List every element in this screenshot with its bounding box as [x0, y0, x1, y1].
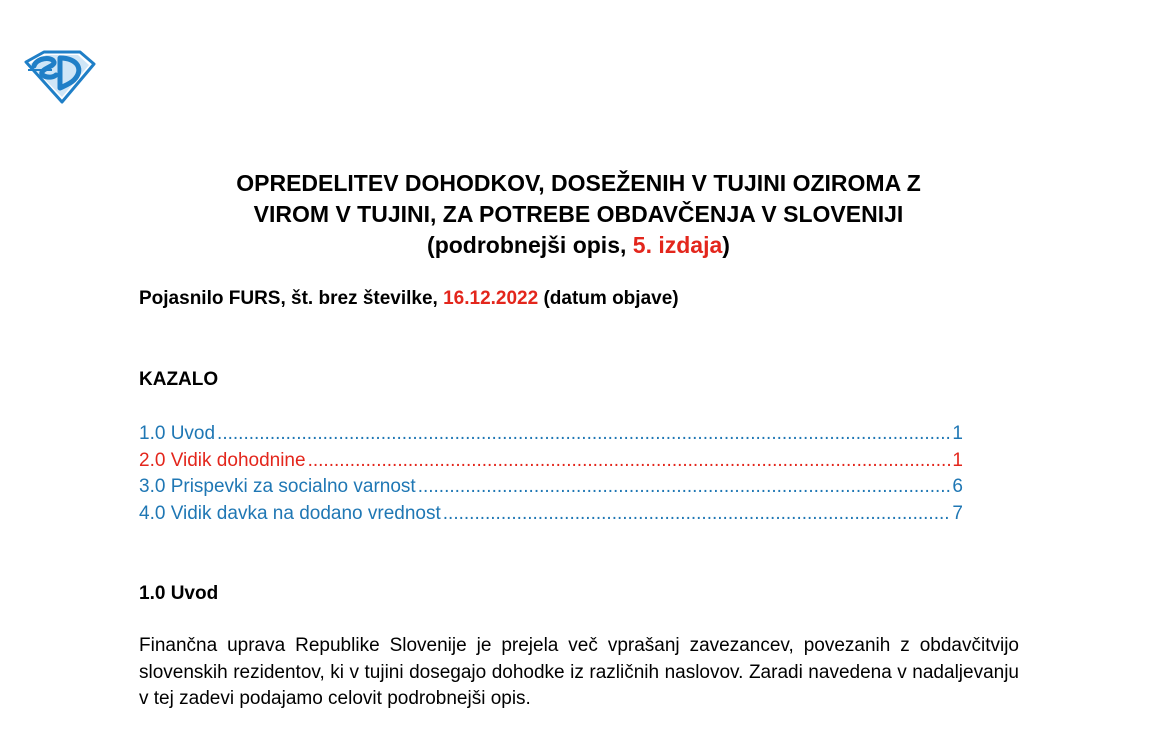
publication-note [139, 287, 679, 311]
section-heading-uvod: 1.0 Uvod [139, 583, 219, 604]
toc-item-page: 1 [952, 449, 963, 471]
toc-item-page: 6 [952, 476, 963, 497]
note-suffix: (datum objave) [538, 288, 679, 309]
toc-leader [217, 421, 950, 447]
toc-item-label: 4.0 Vidik davka na dodano vrednost [139, 502, 441, 524]
publication-date: 16.12.2022 [443, 288, 539, 309]
toc-leader [443, 501, 951, 527]
toc-item-uvod[interactable] [139, 421, 963, 448]
toc-leader [418, 474, 951, 500]
toc-item-prispevki[interactable] [139, 474, 963, 501]
title-line-3-prefix: (podrobnejši opis, [427, 232, 633, 258]
title-line-3-suffix: ) [722, 232, 730, 258]
toc-item-ddv[interactable] [139, 501, 963, 528]
toc-item-label: 3.0 Prispevki za socialno varnost [139, 476, 416, 497]
toc-item-vidik-dohodnine[interactable] [139, 448, 963, 475]
toc-heading: KAZALO [139, 369, 219, 390]
toc-leader [308, 448, 951, 474]
title-line-2: VIROM V TUJINI, ZA POTREBE OBDAVČENJA V SLOVENIJI [253, 201, 904, 227]
edition-label: 5. izdaja [632, 232, 723, 258]
toc-item-label: 1.0 Uvod [139, 423, 216, 444]
furs-logo-icon [22, 48, 96, 104]
toc-item-page: 7 [952, 502, 963, 524]
title-line-1: OPREDELITEV DOHODKOV, DOSEŽENIH V TUJINI OZIROMA Z [236, 170, 921, 196]
toc-item-page: 1 [952, 423, 963, 444]
table-of-contents [139, 421, 963, 527]
document-title [120, 168, 1037, 261]
note-prefix: Pojasnilo FURS, št. brez številke, [139, 288, 444, 309]
toc-item-label: 2.0 Vidik dohodnine [139, 449, 306, 471]
title-line-3 [120, 230, 1037, 261]
section-body-uvod: Finančna uprava Republike Slovenije je prejela več vprašanj zavezancev, povezanih z obdavčitvijo slovenskih rezidentov, ki v tujini dosegajo dohodke iz različnih naslovov. Zaradi navedena v nadaljevanju v tej zadevi podajamo celovit podrobnejši opis. [139, 635, 1019, 709]
